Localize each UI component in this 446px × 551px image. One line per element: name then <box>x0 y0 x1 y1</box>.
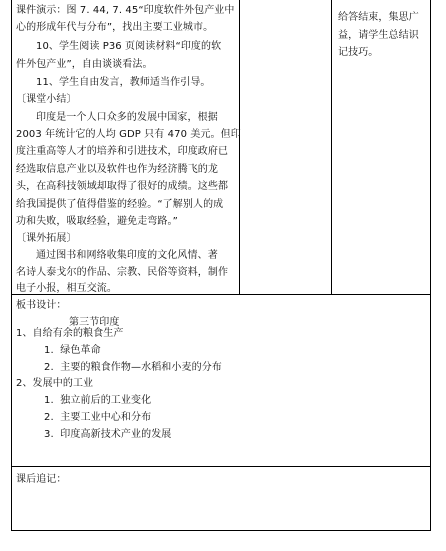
class-summary-heading: 〔课堂小结〕 <box>16 94 77 105</box>
column-divider-left <box>239 0 240 294</box>
row-divider-notes <box>11 466 430 467</box>
board-item: 2. 主要工业中心和分布 <box>44 412 152 423</box>
procedure-line: 11、学生自由发言，教师适当作引导。 <box>36 77 211 88</box>
procedure-line: 课件演示：图 7. 44, 7. 45“印度软件外包产业中 <box>16 5 235 16</box>
extension-line: 电子小报，相互交流。 <box>16 283 117 294</box>
summary-line: 经选取信息产业以及软件也作为经济腾飞的龙 <box>16 164 218 175</box>
summary-line: 头，在高科技领域却取得了很好的成绩。这些都 <box>16 181 229 192</box>
summary-line: 给我国提供了值得借鉴的经验。“了解别人的成 <box>16 199 224 210</box>
extension-heading: 〔课外拓展〕 <box>16 233 77 244</box>
board-item: 1、自给有余的粮食生产 <box>16 328 124 339</box>
board-design-label: 板书设计： <box>16 300 67 311</box>
board-item: 1. 绿色革命 <box>44 345 101 356</box>
summary-line: 印度是一个人口众多的发展中国家，根据 <box>36 112 218 123</box>
procedure-line: 10、学生阅读 P36 页阅读材料“印度的软 <box>36 41 222 52</box>
procedure-line: 件外包产业”，自由谈谈看法。 <box>16 59 153 70</box>
summary-line: 度注重高等人才的培养和引进技术，印度政府已 <box>16 146 229 157</box>
intent-line: 给答结束，集思广 <box>338 12 419 23</box>
procedure-line: 心的形成年代与分布”，找出主要工业城市。 <box>16 22 214 33</box>
board-item: 2. 主要的粮食作物—水稻和小麦的分布 <box>44 362 222 373</box>
board-item: 1. 独立前后的工业变化 <box>44 395 152 406</box>
intent-line: 益，请学生总结识 <box>338 30 419 41</box>
extension-line: 名诗人泰戈尔的作品、宗教、民俗等资料，制作 <box>16 267 229 278</box>
intent-line: 记技巧。 <box>338 47 379 58</box>
extension-line: 通过图书和网络收集印度的文化风情、著 <box>36 250 218 261</box>
summary-line: 2003 年统计它的人均 GDP 只有 470 美元。但印 <box>16 129 241 140</box>
column-divider-right <box>331 0 332 294</box>
board-section-title: 第三节印度 <box>69 317 120 328</box>
board-item: 2、发展中的工业 <box>16 378 94 389</box>
post-class-notes-label: 课后追记： <box>16 474 67 485</box>
board-item: 3. 印度高新技术产业的发展 <box>44 429 172 440</box>
summary-line: 功和失败，吸取经验，避免走弯路。” <box>16 216 178 227</box>
